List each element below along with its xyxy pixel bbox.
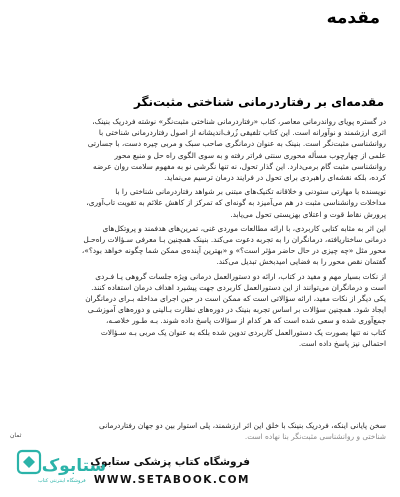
text-line: درمانی ساختاریافته، درمانگران را به تجربه دعوت می‌کند. بنینک همچنین بـا معرفی سـؤالات راه‌حـل bbox=[83, 235, 386, 245]
body-text bbox=[14, 116, 386, 352]
text-line: اثری ارزشمند و نوآورانه است. این کتاب تلفیقی زُرف‌اندیشانه از اصول رفتاردرمانی شناختی با bbox=[98, 128, 386, 138]
paragraph bbox=[14, 223, 386, 268]
text-line: نویسنده با مهارتی ستودنی و خلاقانه تکنیک‌های مبتنی بر شواهد رفتاردرمانی شناختی را با bbox=[115, 187, 386, 197]
text-line: است و درمانگران می‌توانند از این دستورالعمل کاربردی جهت پیشبرد اهداف درمان استفاده کنند. bbox=[91, 282, 386, 292]
text-line: کرده، بلکه نقشه‌ای راهبردی برای تحول در فرایند درمان ترسیم می‌نماید. bbox=[164, 173, 386, 183]
text-line: روانشناسی مثبت گام برمی‌دارد. این گذار تحول، نه تنها نگرشی نو به مفهوم سلامت روان عرضه bbox=[93, 161, 386, 171]
text-line: ایجاد شود. همچنین سؤالات بر اساس تجربه بنینک در دوره‌های نظارت بـالینی و دوره‌های آموزشـی bbox=[87, 305, 386, 315]
text-line: شناختی و روانشناسی مثبت‌نگر بنا نهاده است. bbox=[244, 432, 386, 442]
store-name: فروشگاه کتاب پزشکی ستابوک bbox=[90, 456, 250, 468]
text-line: از نکات بسیار مهم و مفید در کتاب، ارائه دو دستورالعمل درمانی ویژه جلسات گروهی یـا فـردی bbox=[95, 271, 386, 281]
text-line: روانشناسی مثبت‌نگر است. بنینک به عنوان درمانگری صاحب سبک و مربی چیره دست، با جسارتی bbox=[87, 139, 386, 149]
page-number: ثمان bbox=[10, 432, 22, 439]
text-line: یکی دیگر از نکات مفید، ارائه سؤالاتی است که ممکن است در حین اجرای مداخله بـرای درمانگران bbox=[85, 294, 386, 304]
text-line: پرورش نقاط قوت و اعتلای بهزیستی تحول می‌یابد. bbox=[230, 209, 386, 219]
logo-text: ستابوک bbox=[41, 456, 107, 476]
paragraph bbox=[14, 186, 386, 220]
paragraph bbox=[14, 116, 386, 183]
paragraph bbox=[14, 271, 386, 349]
text-line: جمع‌آوری شده و سعی شده است که هر کدام از سؤالات پاسخ داده شوند. بـه طـور خلاصـه، bbox=[105, 316, 386, 326]
chapter-title: مقدمه bbox=[326, 8, 380, 28]
text-line: این اثر به مثابه کتابی کاربردی، با ارائه مطالعات موردی غنی، تمرین‌های هدفمند و پروتکل‌های bbox=[102, 223, 386, 233]
text-line: گفتمان نقص محور را به فضایی امیدبخش تبدیل می‌کند. bbox=[216, 257, 386, 267]
text-line: علمی از چهارچوب مسأله محوری سنتی فراتر رفته و به سوی الگوی راه حل و منبع محور bbox=[114, 150, 386, 160]
logo-subtitle: فروشگاه اینترنتی کتاب bbox=[38, 478, 86, 484]
text-line: سخن پایانی اینکه، فردریک بنینک با خلق این اثر ارزشمند، پلی استوار بین دو جهان رفتاردرمانی bbox=[99, 421, 386, 430]
section-heading: مقدمه‌ای بر رفتاردرمانی شناختی مثبت‌نگر bbox=[134, 95, 384, 109]
text-line: کتاب نه تنها بصورت یک دستورالعمل کاربردی تدوین شده بلکه به عنوان یک مربی بـه سـؤالات bbox=[100, 327, 386, 337]
text-line: احتمالی نیز پاسخ داده است. bbox=[298, 338, 386, 348]
text-line: محور مثل «چه چیزی در حال حاضر مؤثر است؟» و «بهترین آینده‌ی ممکن شما چگونه خواهد بود؟»، bbox=[81, 246, 386, 256]
footer-text bbox=[14, 420, 386, 442]
text-line: در گستره پویای رواندرمانی معاصر، کتاب «رفتاردرمانی شناختی مثبت‌نگر» نوشته فردریک بنینک، bbox=[92, 117, 386, 126]
text-line: مداخلات روانشناسی مثبت در هم می‌آمیزد به گونه‌ای که تمرکز از کاهش علائم به تقویت تاب‌آوری، bbox=[86, 198, 386, 208]
store-url[interactable]: WWW.SETABOOK.COM bbox=[93, 474, 250, 486]
